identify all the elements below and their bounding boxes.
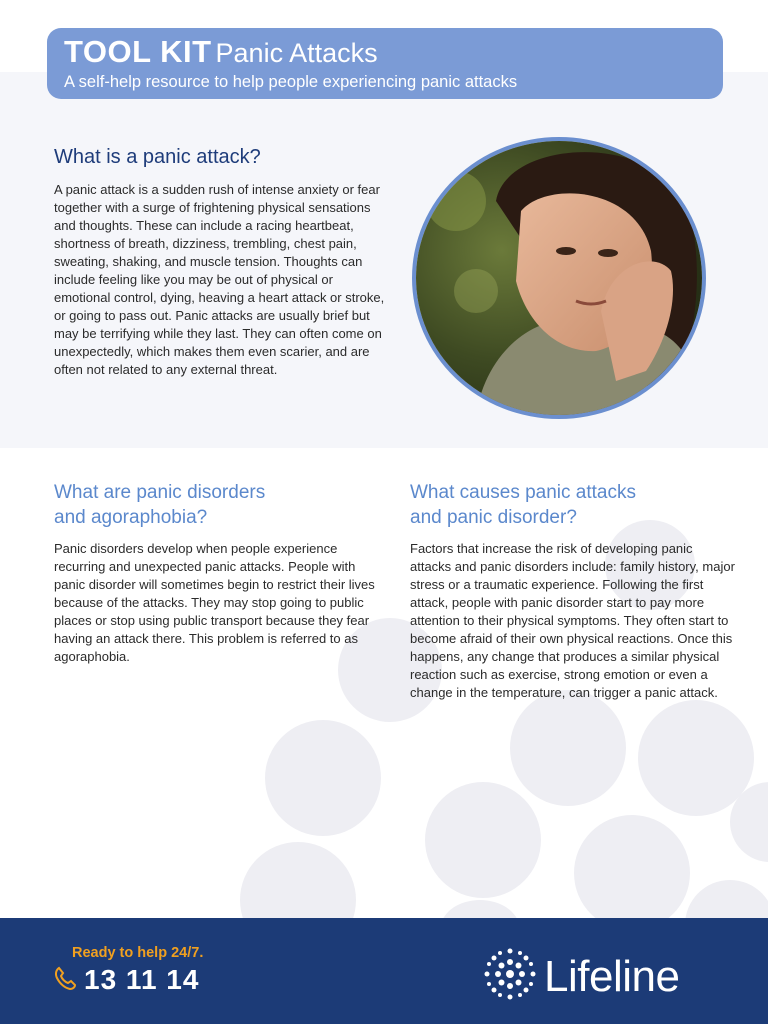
page-title: Panic Attacks	[215, 38, 378, 68]
footer-bar	[0, 918, 768, 1024]
brand-name: Lifeline	[544, 951, 680, 1001]
decorative-bubble	[265, 720, 381, 836]
section-heading-panic-disorders	[54, 480, 374, 530]
section-heading-what-is-panic-attack: What is a panic attack?	[54, 146, 261, 168]
lifeline-dots-icon	[484, 948, 536, 1005]
header-subtitle: A self-help resource to help people experiencing panic attacks	[64, 73, 518, 91]
phone-icon	[52, 965, 78, 996]
decorative-bubble	[510, 690, 626, 806]
section-body-what-is-panic-attack: A panic attack is a sudden rush of intense anxiety or fear together with a surge of frightening physical sensations and thoughts. These can include a racing heartbeat, shortness of breath, dizziness, trembling, chest pain, sweating, shaking, and muscle tension. Thoughts can include feeling like you may be out of physical or emotional control, dying, heaving a heart attack or stroke, or going to pass out. Panic attacks are usually brief but may be terrifying while they last. They can often come on unexpectedly, which makes them even scarier, and are often not related to any external threat.	[54, 182, 385, 377]
toolkit-kicker: TOOL KIT	[64, 34, 212, 69]
decorative-bubble	[574, 815, 690, 931]
section-body-panic-disorders: Panic disorders develop when people experience recurring and unexpected panic attacks. People with panic disorder will sometimes begin to restrict their lives because of the attacks. They may stop going to public places or stop using public transport because they fear having an attack there. This problem is referred to as agoraphobia.	[54, 541, 375, 664]
heading-line: and panic disorder?	[410, 507, 577, 528]
decorative-bubble	[425, 782, 541, 898]
heading-line: What are panic disorders	[54, 482, 266, 503]
footer-phone-row	[52, 964, 199, 996]
woman-portrait-photo	[412, 137, 706, 419]
phone-number[interactable]: 13 11 14	[84, 964, 200, 995]
header-banner	[47, 28, 723, 99]
lifeline-logo	[484, 948, 679, 1005]
header-title	[64, 34, 378, 70]
section-body-causes: Factors that increase the risk of developing panic attacks and panic disorders include: family history, major stress or a traumatic experience. Following the first attack, people with panic disorder start to pay more attention to their physical symptoms. They often start to become afraid of their own physical reactions. Once this happens, any change that produces a similar physical reaction such as exercise, strong emotion or even a change in the temperature, can trigger a panic attack.	[410, 541, 735, 700]
heading-line: What causes panic attacks	[410, 482, 636, 503]
footer-tagline: Ready to help 24/7.	[72, 945, 204, 961]
heading-line: and agoraphobia?	[54, 507, 208, 528]
section-heading-causes	[410, 480, 730, 530]
